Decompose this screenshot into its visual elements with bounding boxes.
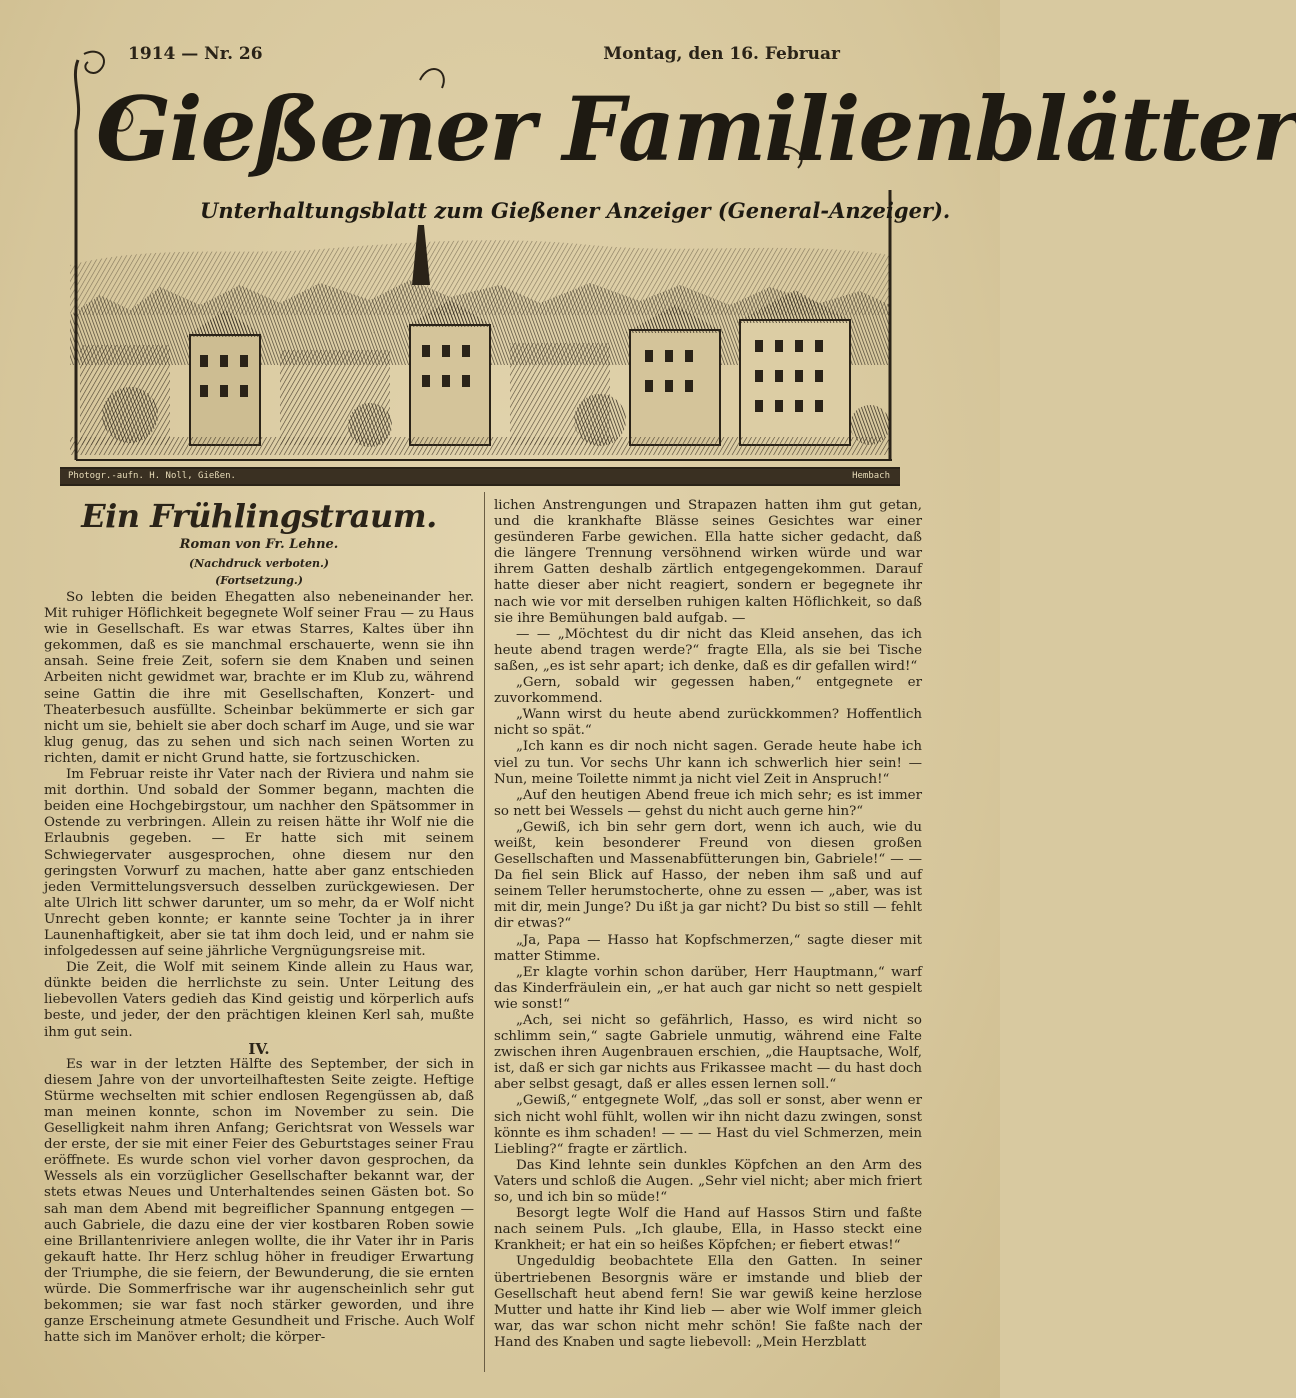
column-divider: [484, 492, 485, 1372]
paragraph: „Ja, Papa — Hasso hat Kopfschmerzen,“ sagte dieser mit matter Stimme.: [494, 932, 922, 964]
photo-credit: Photogr.-aufn. H. Noll, Gießen.: [68, 471, 236, 481]
illustration-credit-bar: [60, 467, 900, 486]
paragraph: „Ich kann es dir noch nicht sagen. Gerade heute habe ich viel zu tun. Vor sechs Uhr kann ich schwerlich hier sein! — Nun, meine Toilette nimmt ja nicht viel Zeit in Anspruch!“: [494, 739, 922, 787]
story-byline: Roman von Fr. Lehne.: [179, 537, 339, 552]
paragraph: lichen Anstrengungen und Strapazen hatten ihm gut getan, und die krankhafte Blässe seines Gesichtes war einer gesünderen Farbe gewichen. Ella hatte sicher gedacht, daß die längere Trennung versöhnend wirken würde und war ihrem Gatten deshalb zärtlich entgegengekommen. Darauf hatte dieser aber nicht reagiert, sondern er begegnete ihr nach wie vor mit derselben ruhigen kalten Höflichkeit, so daß sie ihre Bemühungen bald aufgab. —: [494, 498, 922, 626]
paragraph: Es war in der letzten Hälfte des September, der sich in diesem Jahre von der unvorteilhaftesten Seite zeigte. Heftige Stürme wechselten mit schier endlosen Regengüssen ab, daß man meinen konnte, schon im November zu sein. Die Geselligkeit nahm ihren Anfang; Gerichtsrat von Wessels war der erste, der sie mit einer Feier des Geburtstages seiner Frau eröffnete. Es wurde schon viel vorher davon gesprochen, da Wessels als ein vorzüglicher Gesellschafter bekannt war, der stets etwas Neues und Unterhaltendes seinen Gästen bot. So sah man dem Abend mit begreiflicher Spannung entgegen — auch Gabriele, die dazu eine der vier kostbaren Roben sowie eine Brillantenriviere anlegen wollte, die ihr Vater ihr in Paris gekauft hatte. Ihr Herz schlug höher in freudiger Erwartung der Triumphe, die sie feiern, der Bewunderung, die sie ernten würde. Die Sommerfrische war ihr augenscheinlich sehr gut bekommen; sie war fast noch stärker geworden, und ihre ganze Erscheinung atmete Gesundheit und Frische. Auch Wolf hatte sich im Manöver erholt; die körper-: [44, 1056, 474, 1346]
paragraph: „Gewiß,“ entgegnete Wolf, „das soll er sonst, aber wenn er sich nicht wohl fühlt, wollen wir ihn nicht dazu zwingen, sonst könnte es ihm schaden! — — — Hast du viel Schmerzen, mein Liebling?“ fragte er zärtlich.: [494, 1093, 922, 1157]
article-column-right: [494, 498, 922, 1378]
paragraph: Besorgt legte Wolf die Hand auf Hassos Stirn und faßte nach seinem Puls. „Ich glaube, Ella, in Hasso steckt eine Krankheit; er hat ein so heißes Köpfchen; er fiebert etwas!“: [494, 1206, 922, 1254]
paragraph: — — „Möchtest du dir nicht das Kleid ansehen, das ich heute abend tragen werde?“ fragte Ella, als sie bei Tische saßen, „es ist sehr apart; ich denke, daß es dir gefallen wird!“: [494, 626, 922, 674]
masthead-title: Gießener Familienblätter: [96, 77, 1296, 181]
paragraph: „Auf den heutigen Abend freue ich mich sehr; es ist immer so nett bei Wessels — gehst du nicht auch gerne hin?“: [494, 787, 922, 819]
paragraph: „Ach, sei nicht so gefährlich, Hasso, es wird nicht so schlimm sein,“ sagte Gabriele unmutig, während eine Falte zwischen ihren Augenbrauen erschien, „die Hauptsache, Wolf, ist, daß er sich gar nichts aus Frikassee macht — du hast doch aber selbst gesagt, daß er alles essen lernen soll.“: [494, 1013, 922, 1093]
chapter-heading: IV.: [248, 1039, 270, 1058]
paragraph: Im Februar reiste ihr Vater nach der Riviera und nahm sie mit dorthin. Und sobald der Sommer begann, machten die beiden eine Hochgebirgstour, um nachher den Spätsommer in Ostende zu verbringen. Allein zu reisen hätte ihr Wolf nie die Erlaubnis gegeben. — Er hatte sich mit seinem Schwiegervater ausgesprochen, ohne diesem nur den geringsten Vorwurf zu machen, hatte aber ganz entschieden jeden Vermittelungsversuch desselben zurückgewiesen. Der alte Ulrich litt schwer darunter, um so mehr, da er Wolf nicht Unrecht geben konnte; er kannte seine Tochter ja in ihrer Launenhaftigkeit, aber sie tat ihm doch leid, und er nahm sie infolgedessen auf seine jährliche Vergnügungsreise mit.: [44, 767, 474, 960]
paragraph: „Gern, sobald wir gegessen haben,“ entgegnete er zuvorkommend.: [494, 675, 922, 707]
paragraph: „Er klagte vorhin schon darüber, Herr Hauptmann,“ warf das Kinderfräulein ein, „er hat auch gar nicht so nett gespielt wie sonst!“: [494, 964, 922, 1012]
paragraph: Das Kind lehnte sein dunkles Köpfchen an den Arm des Vaters und schloß die Augen. „Sehr viel nicht; aber mich friert so, und ich bin so müde!“: [494, 1157, 922, 1206]
artist-credit: Hembach: [852, 471, 890, 481]
issue-number: 1914 — Nr. 26: [128, 44, 263, 64]
reprint-note: (Nachdruck verboten.): [188, 557, 330, 570]
paragraph: „Wann wirst du heute abend zurückkommen? Hoffentlich nicht so spät.“: [494, 707, 922, 739]
article-column-left: [44, 495, 474, 1378]
issue-date: Montag, den 16. Februar: [603, 44, 840, 64]
paragraph: „Gewiß, ich bin sehr gern dort, wenn ich auch, wie du weißt, kein besonderer Freund von diesen großen Gesellschaften und Massenabfütterungen bin, Gabriele!“ — — Da fiel sein Blick auf Hasso, der neben ihm saß und auf seinem Teller herumstocherte, ohne zu essen — „aber, was ist mit dir, mein Junge? Du ißt ja gar nicht? Du bist so still — fehlt dir etwas?“: [494, 819, 922, 932]
story-title: Ein Frühlingstraum.: [81, 497, 437, 535]
continuation-note: (Fortsetzung.): [215, 574, 303, 587]
town-engraving-illustration: [70, 225, 890, 455]
masthead-subtitle: Unterhaltungsblatt zum Gießener Anzeiger (General-Anzeiger).: [200, 198, 951, 223]
paragraph: Die Zeit, die Wolf mit seinem Kinde allein zu Haus war, dünkte beiden die herrlichste zu sein. Unter Leitung des liebevollen Vaters gedieh das Kind geistig und körperlich aufs beste, und jeder, der den prächtigen kleinen Kerl sah, mußte ihm gut sein.: [44, 960, 474, 1040]
paragraph: Ungeduldig beobachtete Ella den Gatten. In seiner übertriebenen Besorgnis wäre er imstande und blieb der Gesellschaft heut abend fern! Sie war gewiß keine herzlose Mutter und hatte ihr Kind lieb — aber wie Wolf immer gleich war, das war schon nicht mehr schön! Sie faßte nach der Hand des Knaben und sagte liebevoll: „Mein Herzblatt: [494, 1254, 922, 1350]
paragraph: So lebten die beiden Ehegatten also nebeneinander her. Mit ruhiger Höflichkeit begegnete Wolf seiner Frau — zu Haus wie in Gesellschaft. Es war etwas Starres, Kaltes über ihn gekommen, daß es sie manchmal erschauerte, wenn sie ihn ansah. Seine freie Zeit, sofern sie dem Knaben und seinen Arbeiten nicht gewidmet war, brachte er im Klub zu, während seine Gattin die ihre mit Gesellschaften, Konzert- und Theaterbesuch ausfüllte. Scheinbar bekümmerte er sich gar nicht um sie, behielt sie aber doch scharf im Auge, und sie war klug genug, das zu sehen und sich nach seinen Worten zu richten, damit er nicht Grund hatte, sie fortzuschicken.: [44, 590, 474, 766]
